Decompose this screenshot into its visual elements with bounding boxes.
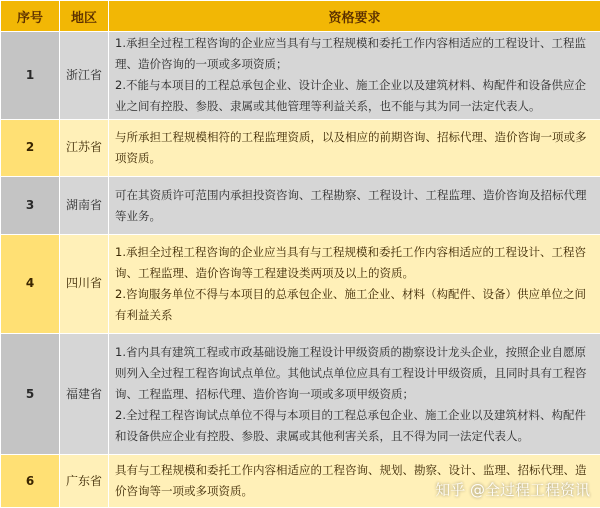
requirement-line: 1.承担全过程工程咨询的企业应当具有与工程规模和委托工作内容相适应的工程设计、工程咨询、工程监理、造价咨询等工程建设类两项及以上的资质。	[115, 244, 586, 280]
table-row	[1, 119, 600, 177]
row-region: 浙江省	[60, 32, 109, 120]
row-region: 福建省	[60, 333, 109, 455]
zhihu-watermark: 知乎 @全过程工程资讯	[435, 481, 590, 499]
requirement-line: 与所承担工程规模相符的工程监理资质，以及相应的前期咨询、招标代理、造价咨询一项或多项资质。	[115, 129, 587, 165]
requirement-line: 1.承担全过程工程咨询的企业应当具有与工程规模和委托工作内容相适应的工程设计、工程监理、造价咨询的一项或多项资质；	[115, 36, 586, 72]
row-requirements	[109, 32, 600, 120]
row-number: 4	[1, 234, 60, 333]
row-requirements	[109, 177, 600, 235]
table-row	[1, 333, 600, 455]
row-number: 6	[1, 455, 60, 508]
row-region: 湖南省	[60, 177, 109, 235]
requirement-line: 2.咨询服务单位不得与本项目的总承包企业、施工企业、材料（构配件、设备）供应单位之间有利益关系	[115, 286, 586, 322]
header-region: 地区	[60, 1, 109, 32]
table-row	[1, 177, 600, 235]
row-number: 5	[1, 333, 60, 455]
row-requirements	[109, 333, 600, 455]
row-requirements	[109, 119, 600, 177]
table-row	[1, 32, 600, 120]
requirement-line: 1.省内具有建筑工程或市政基础设施工程设计甲级资质的勘察设计龙头企业，按照企业自愿原则列入全过程工程咨询试点单位。其他试点单位应具有工程设计甲级资质，且同时具有工程咨询、工程监理、招标代理、造价咨询一项或多项甲级资质；	[115, 344, 587, 401]
row-region: 广东省	[60, 455, 109, 508]
requirement-line: 具有与工程规模和委托工作内容相适应的工程咨询、规划、勘察、设计、监理、招标代理、造价咨询等一项或多项资质。	[115, 463, 587, 499]
table-header-row	[1, 1, 600, 32]
row-number: 2	[1, 119, 60, 177]
requirement-line: 2.不能与本项目的工程总承包企业、设计企业、施工企业以及建筑材料、构配件和设备供应企业之间有控股、参股、隶属或其他管理等利益关系，也不能与其为同一法定代表人。	[115, 78, 586, 114]
row-region: 四川省	[60, 234, 109, 333]
requirement-line: 2.全过程工程咨询试点单位不得与本项目的工程总承包企业、施工企业以及建筑材料、构配件和设备供应企业有控股、参股、隶属或其他利害关系，且不得为同一法定代表人。	[115, 407, 586, 443]
row-requirements	[109, 234, 600, 333]
row-region: 江苏省	[60, 119, 109, 177]
requirement-line: 可在其资质许可范围内承担投资咨询、工程勘察、工程设计、工程监理、造价咨询及招标代理等业务。	[115, 187, 587, 223]
header-requirements: 资格要求	[109, 1, 600, 32]
header-no: 序号	[1, 1, 60, 32]
table-row	[1, 234, 600, 333]
row-number: 3	[1, 177, 60, 235]
row-number: 1	[1, 32, 60, 120]
